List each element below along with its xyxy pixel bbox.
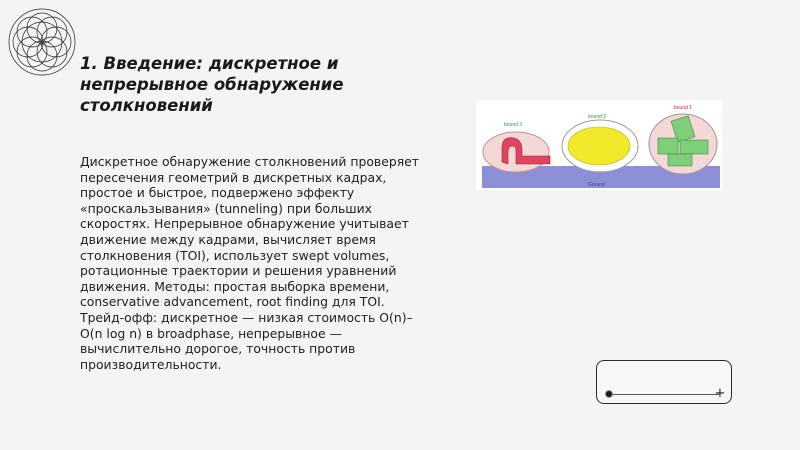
bound-3-label: bound 3 — [504, 122, 523, 128]
slider-handle[interactable] — [605, 390, 613, 398]
bounding-volumes-figure — [476, 100, 722, 190]
slider-widget[interactable] — [596, 360, 732, 404]
green-block-right — [680, 140, 708, 154]
ground-label: Ground — [588, 182, 605, 188]
slider-track[interactable] — [609, 394, 719, 395]
spirograph-logo-icon — [4, 4, 80, 80]
yellow-ellipse-shape — [568, 127, 630, 165]
slide-title: 1. Введение: дискретное и непрерывное обнаружение столкновений — [80, 54, 344, 115]
bound-2-label: bound 2 — [588, 114, 607, 120]
bound-1-label: bound 1 — [674, 105, 693, 111]
slide-body-text: Дискретное обнаружение столкновений проверяет пересечения геометрий в дискретных кадрах, простое и быстрое, подвержено эффекту «проскальзывания» (tunneling) при больших скоростях. Непрерывное обнаружение учитывает движение между кадрами, вычисляет время столкновения (TOI), использует swept volumes, ротационные траектории и решения уравнений движения. Методы: простая выборка времени, conservative advancement, root finding для TOI. Трейд-офф: дискретное — низкая стоимость O(n)–O(n log n) в broadphase, непрерывное — вычислительно дорогое, точность против производительности. — [80, 154, 419, 372]
slider-end-marker: + — [714, 386, 726, 401]
green-block-left — [658, 138, 678, 154]
green-block-bottom — [668, 154, 692, 166]
